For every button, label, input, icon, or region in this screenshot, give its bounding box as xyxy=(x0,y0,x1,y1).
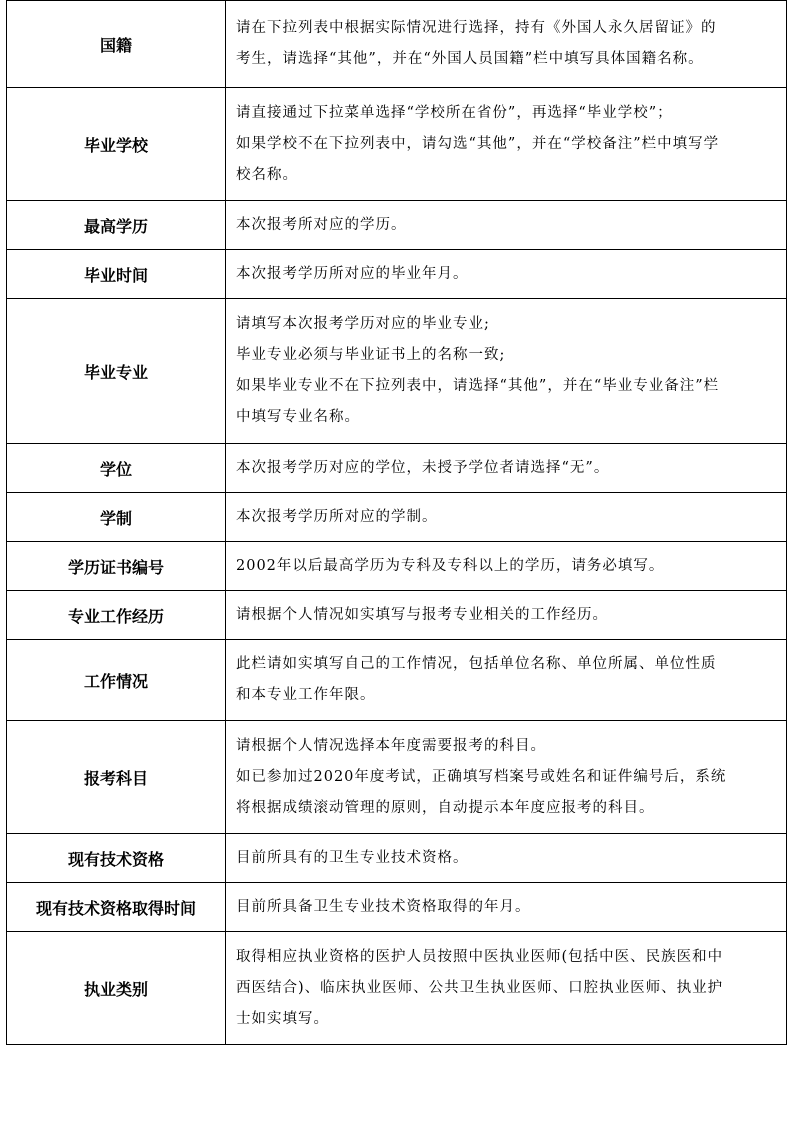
field-name-work-status: 工作情况 xyxy=(7,640,226,721)
field-description xyxy=(226,250,787,299)
field-name-graduation-major: 毕业专业 xyxy=(7,299,226,444)
field-description xyxy=(226,201,787,250)
field-name-exam-subjects: 报考科目 xyxy=(7,721,226,834)
field-name-practice-category: 执业类别 xyxy=(7,932,226,1045)
table-row xyxy=(7,201,787,250)
description-line: 本次报考学历所对应的毕业年月。 xyxy=(236,265,469,282)
field-description xyxy=(226,834,787,883)
description-line: 本次报考所对应的学历。 xyxy=(236,216,407,233)
field-name-diploma-number: 学历证书编号 xyxy=(7,542,226,591)
description-line: 目前所具有的卫生专业技术资格。 xyxy=(236,849,469,866)
table-row xyxy=(7,542,787,591)
table-row xyxy=(7,640,787,721)
field-description xyxy=(226,883,787,932)
table-row xyxy=(7,834,787,883)
table-row xyxy=(7,444,787,493)
table-row xyxy=(7,299,787,444)
table-row xyxy=(7,721,787,834)
description-line: 请填写本次报考学历对应的毕业专业; xyxy=(236,316,490,332)
field-name-current-qualification: 现有技术资格 xyxy=(7,834,226,883)
field-description xyxy=(226,591,787,640)
field-name-highest-education: 最高学历 xyxy=(7,201,226,250)
description-line: 如果学校不在下拉列表中，请勾选“其他”，并在“学校备注”栏中填写学 xyxy=(236,135,720,152)
field-description xyxy=(226,444,787,493)
description-line: 2002年以后最高学历为专科及专科以上的学历，请务必填写。 xyxy=(236,557,665,574)
description-line: 本次报考学历所对应的学制。 xyxy=(236,508,438,525)
description-line: 西医结合)、临床执业医师、公共卫生执业医师、口腔执业医师、执业护 xyxy=(236,979,724,996)
table-row xyxy=(7,883,787,932)
description-line: 请在下拉列表中根据实际情况进行选择，持有《外国人永久居留证》的 xyxy=(236,20,717,36)
description-line: 和本专业工作年限。 xyxy=(236,687,376,703)
description-line: 中填写专业名称。 xyxy=(236,409,360,425)
field-name-graduation-school: 毕业学校 xyxy=(7,88,226,201)
description-line: 将根据成绩滚动管理的原则，自动提示本年度应报考的科目。 xyxy=(236,799,655,816)
field-description xyxy=(226,299,787,444)
description-line: 此栏请如实填写自己的工作情况，包括单位名称、单位所属、单位性质 xyxy=(236,656,717,672)
field-description xyxy=(226,1,787,88)
field-name-work-experience: 专业工作经历 xyxy=(7,591,226,640)
description-line: 请直接通过下拉菜单选择“学校所在省份”，再选择“毕业学校”； xyxy=(236,104,673,121)
table-row xyxy=(7,493,787,542)
description-line: 请根据个人情况如实填写与报考专业相关的工作经历。 xyxy=(236,606,608,623)
table-row xyxy=(7,88,787,201)
field-name-degree: 学位 xyxy=(7,444,226,493)
description-line: 取得相应执业资格的医护人员按照中医执业医师(包括中医、民族医和中 xyxy=(236,948,724,965)
table-row xyxy=(7,932,787,1045)
field-description xyxy=(226,721,787,834)
field-name-study-length: 学制 xyxy=(7,493,226,542)
table-row xyxy=(7,1,787,88)
field-description xyxy=(226,932,787,1045)
table-body xyxy=(7,1,787,1045)
table-row xyxy=(7,591,787,640)
field-name-nationality: 国籍 xyxy=(7,1,226,88)
field-description xyxy=(226,88,787,201)
table-row xyxy=(7,250,787,299)
description-line: 士如实填写。 xyxy=(236,1010,329,1027)
field-description xyxy=(226,493,787,542)
description-line: 校名称。 xyxy=(236,166,298,183)
description-line: 本次报考学历对应的学位，未授予学位者请选择“无”。 xyxy=(236,459,610,476)
description-line: 如已参加过2020年度考试，正确填写档案号或姓名和证件编号后，系统 xyxy=(236,768,727,785)
field-name-graduation-time: 毕业时间 xyxy=(7,250,226,299)
field-description xyxy=(226,542,787,591)
field-description xyxy=(226,640,787,721)
description-line: 目前所具备卫生专业技术资格取得的年月。 xyxy=(236,898,531,915)
description-line: 请根据个人情况选择本年度需要报考的科目。 xyxy=(236,737,546,754)
document-page xyxy=(6,0,787,1045)
description-line: 如果毕业专业不在下拉列表中，请选择“其他”，并在“毕业专业备注”栏 xyxy=(236,378,720,394)
field-instructions-table xyxy=(6,0,787,1045)
description-line: 毕业专业必须与毕业证书上的名称一致; xyxy=(236,347,506,363)
field-name-qualification-date: 现有技术资格取得时间 xyxy=(7,883,226,932)
description-line: 考生，请选择“其他”，并在“外国人员国籍”栏中填写具体国籍名称。 xyxy=(236,51,704,67)
